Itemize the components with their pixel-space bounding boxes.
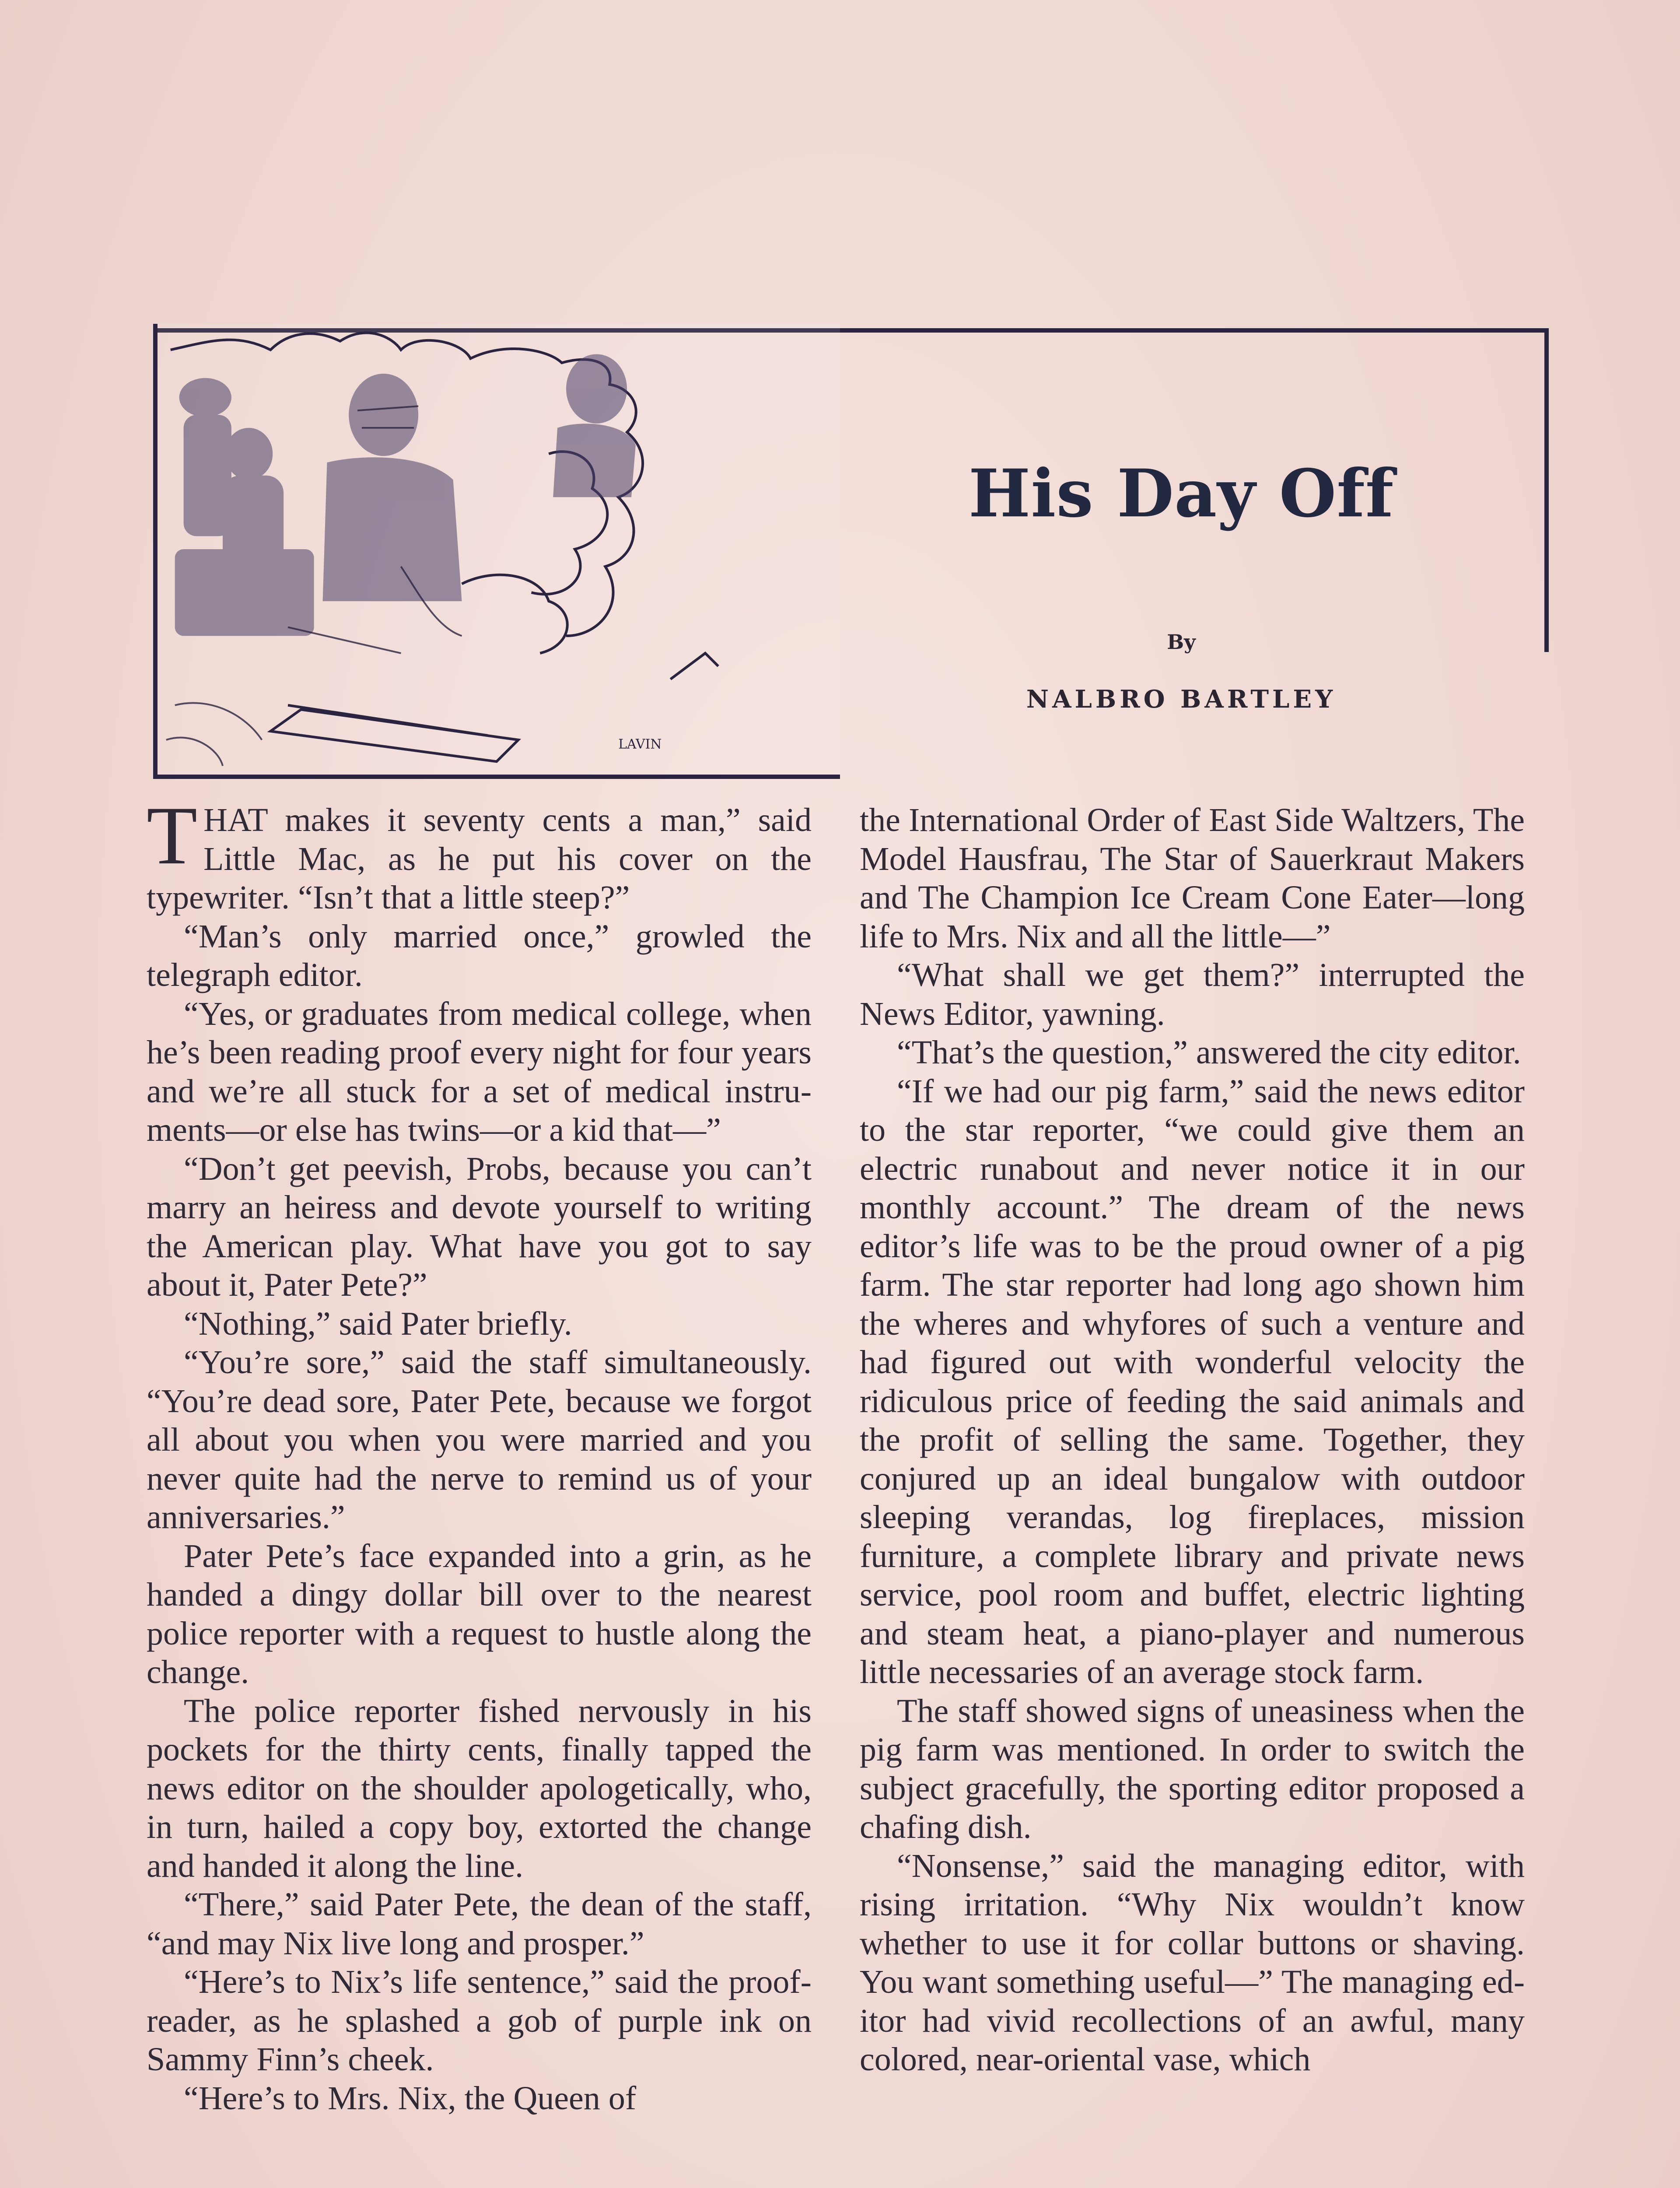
paragraph: “You’re sore,” said the staff simultaneously. “You’re dead sore, Pater Pete, because we forgot all about you when you were married and you never quite had the nerve to remind us of your anniversaries.” [147,1344,812,1536]
left-column [147,790,812,2188]
illustration-signature: LAVIN [618,736,662,752]
byline-prefix: By [1167,630,1196,654]
paragraph: “Don’t get peevish, Probs, because you can’t marry an heiress and devote yourself to writing the American play. What have you got to say about it, Pater Pete?” [147,1150,812,1303]
paragraph: THAT makes it seventy cents a man,” said Little Mac, as he put his cover on the typewriter. “Isn’t that a little steep?” [147,790,812,916]
newsroom-illustration [158,324,840,775]
drop-cap: T [147,790,198,882]
paragraph: “Here’s to Mrs. Nix, the Queen of [184,2079,637,2117]
paragraph: “Man’s only married once,” growled the telegraph editor. [147,918,812,993]
paragraph: The staff showed signs of uneasiness when the pig farm was mentioned. In order to switch the subject gracefully, the sporting editor proposed a chafing dish. [860,1692,1525,1845]
paragraph: The police reporter fished nervously in his pockets for the thirty cents, finally tapped the news editor on the shoulder apologetically, who, in turn, hailed a copy boy, extorted the change and handed it along the line. [147,1692,812,1884]
paragraph: “Nothing,” said Pater briefly. [184,1305,572,1342]
paragraph: “Nonsense,” said the managing editor, with rising irritation. “Why Nix wouldn’t know whether to use it for collar buttons or shaving. You want something useful—” The managing editor had vivid recollections of an awful, many colored, near-oriental vase, which [860,1847,1525,2078]
right-column [860,801,1525,2188]
header-illustration [153,324,840,779]
paragraph: “What shall we get them?” interrupted the News Editor, yawning. [860,957,1525,1032]
paragraph: “That’s the question,” answered the city editor. [897,1034,1521,1071]
author-name: NALBRO BARTLEY [1026,685,1337,714]
paragraph: the International Order of East Side Waltzers, The Model Hausfrau, The Star of Sauerkraut Makers and The Champion Ice Cream Cone Eater—long life to Mrs. Nix and all the little—” [860,802,1525,955]
paragraph: “Here’s to Nix’s life sentence,” said the proof-reader, as he splashed a gob of purple ink on Sammy Finn’s cheek. [147,1964,812,2078]
paragraph: Pater Pete’s face expanded into a grin, as he handed a dingy dollar bill over to the nearest police reporter with a request to hustle along the change. [147,1537,812,1690]
paragraph: “There,” said Pater Pete, the dean of the staff, “and may Nix live long and prosper.” [147,1886,812,1962]
paragraph: “If we had our pig farm,” said the news editor to the star reporter, “we could give them an electric runabout and never notice it in our monthly account.” The dream of the news editor’s life was to be the proud owner of a pig farm. The star reporter had long ago shown him the wheres and whyfores of such a venture and had figured out with wonderful velocity the ridiculous price of feeding the said animals and the profit of selling the same. Together, they conjured up an ideal bungalow with outdoor sleeping verandas, log fireplaces, mission furniture, a complete library and private news service, pool room and buffet, electric lighting and steam heat, a piano-player and numerous little necessaries of an average stock farm. [860,1073,1525,1690]
article-title: His Day Off [968,455,1394,532]
paragraph: “Yes, or graduates from medical college, when he’s been reading proof every night for four years and we’re all stuck for a set of medical instruments—or else has twins—or a kid that—” [147,995,812,1148]
